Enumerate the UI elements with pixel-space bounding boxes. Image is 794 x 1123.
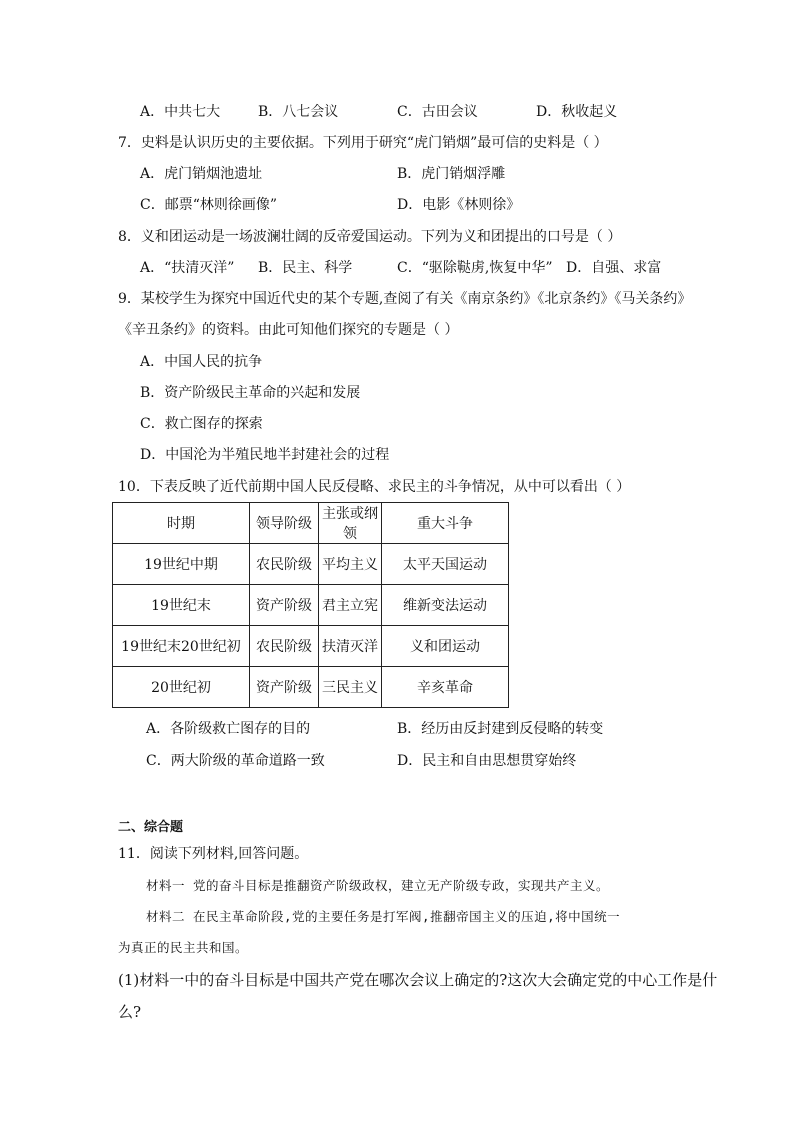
q7-option-d: D．电影《林则徐》 — [397, 197, 521, 213]
q6-option-c: C．古田会议 — [397, 104, 478, 120]
table-row — [113, 626, 509, 667]
table-header-row — [113, 503, 509, 544]
material-one: 材料一 党的奋斗目标是推翻资产阶级政权，建立无产阶级专政，实现共产主义。 — [146, 878, 610, 893]
table-header-cell: 主张或纲领 — [319, 503, 382, 544]
table-row — [113, 667, 509, 708]
table-cell: 三民主义 — [319, 667, 382, 708]
q9-stem-line1: 9．某校学生为探究中国近代史的某个专题,查阅了有关《南京条约》《北京条约》《马关条约》 — [118, 291, 692, 307]
table-cell: 扶清灭洋 — [319, 626, 382, 667]
q11-sub1-line1: (1)材料一中的奋斗目标是中国共产党在哪次会议上确定的?这次大会确定党的中心工作是什 — [118, 971, 718, 989]
material-two-line1: 材料二 在民主革命阶段,党的主要任务是打军阀,推翻帝国主义的压迫,将中国统一 — [146, 909, 621, 924]
q7-option-c: C．邮票“林则徐画像” — [140, 197, 278, 213]
q10-table — [112, 502, 509, 708]
table-cell: 农民阶级 — [250, 626, 319, 667]
table-cell: 维新变法运动 — [382, 585, 509, 626]
q8-option-a: A．“扶清灭洋” — [140, 260, 235, 276]
table-row — [113, 585, 509, 626]
q7-option-b: B．虎门销烟浮雕 — [397, 166, 506, 182]
table-cell: 君主立宪 — [319, 585, 382, 626]
q10-option-b: B．经历由反封建到反侵略的转变 — [397, 721, 604, 737]
material-two-line2: 为真正的民主共和国。 — [118, 940, 249, 955]
q7-option-a: A．虎门销烟池遗址 — [140, 166, 263, 182]
table-cell: 19世纪中期 — [113, 544, 250, 585]
q9-option-b: B．资产阶级民主革命的兴起和发展 — [140, 385, 361, 401]
q11-sub1-line2: 么? — [118, 1003, 142, 1021]
q9-stem-line2: 《辛丑条约》的资料。由此可知他们探究的专题是（ ） — [118, 322, 459, 338]
q9-option-a: A．中国人民的抗争 — [140, 354, 263, 370]
q7-stem: 7．史料是认识历史的主要依据。下列用于研究“虎门销烟”最可信的史料是（ ） — [118, 135, 608, 151]
q10-option-c: C．两大阶级的革命道路一致 — [146, 753, 325, 769]
table-header-cell: 重大斗争 — [382, 503, 509, 544]
table-header-cell: 时期 — [113, 503, 250, 544]
table-cell: 农民阶级 — [250, 544, 319, 585]
table-cell: 辛亥革命 — [382, 667, 509, 708]
table-cell: 19世纪末20世纪初 — [113, 626, 250, 667]
table-cell: 太平天国运动 — [382, 544, 509, 585]
q10-option-a: A．各阶级救亡图存的目的 — [146, 721, 311, 737]
section-title: 二、综合题 — [118, 820, 184, 835]
q6-option-a: A．中共七大 — [140, 104, 221, 120]
q9-option-c: C．救亡图存的探索 — [140, 416, 263, 432]
q10-stem: 10．下表反映了近代前期中国人民反侵略、求民主的斗争情况，从中可以看出（ ） — [118, 479, 631, 495]
q11-stem: 11．阅读下列材料,回答问题。 — [118, 846, 309, 862]
q9-option-d: D．中国沦为半殖民地半封建社会的过程 — [140, 447, 390, 463]
table-cell: 资产阶级 — [250, 667, 319, 708]
table-row — [113, 544, 509, 585]
q6-option-d: D．秋收起义 — [536, 104, 618, 120]
q8-option-b: B．民主、科学 — [258, 260, 353, 276]
table-cell: 19世纪末 — [113, 585, 250, 626]
q10-option-d: D．民主和自由思想贯穿始终 — [397, 753, 577, 769]
q8-option-d: D．自强、求富 — [566, 260, 662, 276]
q6-option-b: B．八七会议 — [258, 104, 339, 120]
table-cell: 平均主义 — [319, 544, 382, 585]
table-cell: 20世纪初 — [113, 667, 250, 708]
table-header-cell: 领导阶级 — [250, 503, 319, 544]
table-cell: 义和团运动 — [382, 626, 509, 667]
table-cell: 资产阶级 — [250, 585, 319, 626]
q8-option-c: C．“驱除鞑虏,恢复中华” — [397, 260, 553, 276]
q8-stem: 8．义和团运动是一场波澜壮阔的反帝爱国运动。下列为义和团提出的口号是（ ） — [118, 229, 622, 245]
